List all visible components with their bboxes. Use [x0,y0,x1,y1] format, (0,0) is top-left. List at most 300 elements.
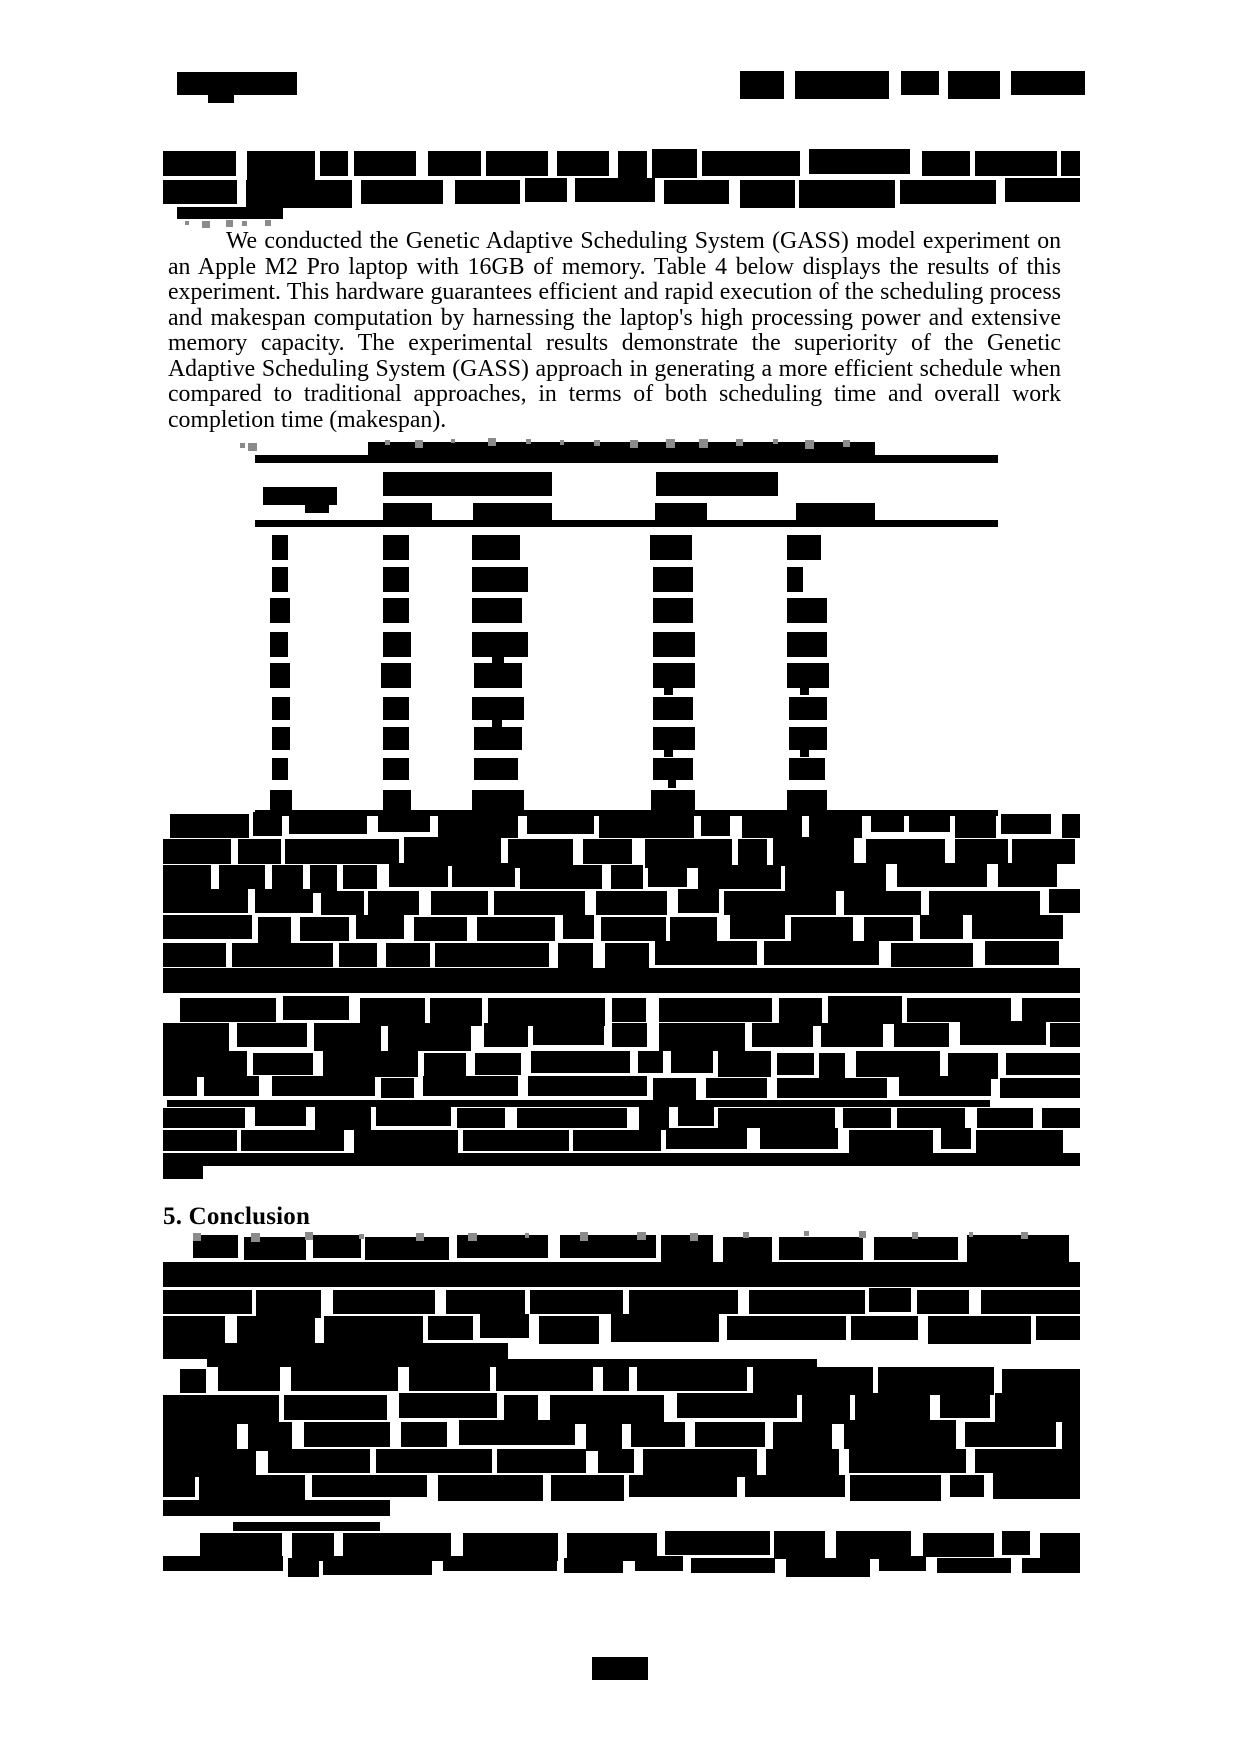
redaction-band [563,915,594,939]
redaction-band [742,814,802,838]
redaction-band [891,943,973,967]
speckle [690,1233,698,1241]
table-header-redaction [263,487,337,505]
table-cell-redaction [383,727,409,750]
redaction-band [1050,1023,1080,1047]
redaction-band [438,814,518,838]
table-cell-redaction [383,535,409,560]
redaction-band [629,1475,738,1497]
redaction-band [779,998,822,1026]
table-cell-redaction [789,727,827,750]
redaction-band [386,943,430,967]
table-header-redaction [655,503,707,520]
redaction-band [612,1023,646,1047]
redaction-band [399,1393,497,1418]
redaction-band [1002,1369,1080,1393]
redaction-band [785,863,886,891]
redaction-band [389,863,448,887]
redaction-band [339,943,377,967]
redaction-band [1036,1316,1080,1340]
redaction-band [272,1076,375,1096]
redaction-band [356,915,403,939]
redaction-band [972,915,1064,939]
redaction-band [361,180,444,204]
redaction-band [455,180,520,204]
redaction-band [937,1558,1011,1573]
redaction-band [520,865,602,889]
redaction-band [484,1023,529,1047]
redaction-band [1012,839,1075,864]
table-cell-redaction [472,598,522,623]
redaction-band [977,1108,1033,1128]
redaction-band [874,1237,958,1260]
redaction-band [323,1556,432,1575]
table-cell-redaction [787,663,829,688]
redaction-band [256,1290,321,1318]
speckle [526,439,532,445]
redaction-band [163,1316,225,1344]
redaction-band [766,1449,839,1477]
table-cell-redaction [383,758,409,780]
table-cell-redaction [381,663,411,688]
table-cell-redaction [383,632,411,657]
redaction-band [428,1316,473,1340]
redaction-band [163,1076,197,1096]
redaction-band [864,917,913,941]
speckle [804,1231,809,1236]
redaction-band [917,1290,968,1314]
redaction-band [163,865,211,889]
redaction-band [163,915,252,939]
redaction-band [564,1558,623,1573]
table-header-redaction [383,472,552,496]
redaction-band [177,72,297,95]
speckle [265,220,271,226]
redaction-band [163,1343,508,1359]
redaction-band [558,943,594,971]
table-cell-redaction [270,663,290,688]
table-cell-redaction [383,697,409,720]
redaction-band [655,941,757,965]
redaction-band [272,865,303,889]
speckle [226,220,233,227]
table-cell-redaction [270,598,290,623]
table-cell-redaction [668,780,676,788]
redaction-band [928,1316,1031,1344]
table-cell-redaction [472,632,528,657]
redaction-band [1022,1558,1080,1573]
speckle [468,1233,476,1241]
redaction-band [1062,814,1080,838]
table-cell-redaction [787,567,803,592]
table-cell-redaction [472,535,520,560]
redaction-band [313,1235,361,1258]
redaction-band [435,943,549,967]
redaction-band [844,891,921,915]
table-cell-redaction [272,567,288,592]
intro-paragraph: We conducted the Genetic Adaptive Scheduling System (GASS) model experiment on an Apple M2 Pro laptop with 16GB of memory. Table 4 below displays the results of this experiment. This hardware guarantees efficient and rapid execution of the scheduling process and makespan computation by harnessing the laptop's high processing power and extensive memory capacity. The experimental results demonstrate the superiority of the Genetic Adaptive Scheduling System (GASS) approach in generating a more efficient schedule when compared to traditional approaches, in terms of both scheduling time and overall work completion time (makespan). [168,228,1061,433]
speckle [912,1232,918,1238]
table-cell-redaction [653,663,695,688]
redaction-band [745,1475,844,1497]
redaction-band [300,917,349,941]
redaction-band [241,1130,344,1151]
redaction-band [652,149,696,178]
redaction-band [170,814,249,838]
redaction-band [177,207,283,219]
redaction-band [605,943,649,971]
redaction-band [431,891,488,915]
redaction-band [764,941,879,965]
speckle [637,1232,646,1241]
redaction-band [573,1130,661,1151]
speckle [560,440,565,445]
redaction-band [557,151,610,176]
table-cell-redaction [787,535,821,560]
redaction-band [920,915,963,939]
redaction-band [976,1130,1063,1155]
redaction-band [324,1316,423,1344]
table-cell-redaction [650,535,692,560]
redaction-band [665,1531,770,1555]
redaction-band [730,915,785,939]
table-cell-redaction [664,749,673,757]
redaction-band [163,1262,1080,1287]
redaction-band [998,863,1056,887]
speckle [251,1233,260,1242]
speckle [969,1232,973,1236]
table-cell-redaction [272,727,290,750]
redaction-band [494,891,586,915]
redaction-band [981,1290,1080,1314]
redaction-band [773,837,854,866]
redaction-band [849,1449,966,1473]
redaction-band [530,1290,623,1314]
conclusion-heading: 5. Conclusion [163,1203,311,1230]
redaction-band [525,178,567,202]
table-header-redaction [305,505,329,513]
redaction-band [691,1558,776,1573]
table-cell-redaction [787,790,827,814]
redaction-band [702,151,800,176]
redaction-band [376,1449,492,1473]
redaction-band [995,1393,1080,1422]
redaction-band [907,998,1011,1022]
redaction-band [878,1367,994,1395]
redaction-band [527,814,593,834]
redaction-band [586,1422,621,1451]
table-cell-redaction [474,758,518,780]
redaction-band [948,71,1000,99]
redaction-band [869,1288,910,1312]
redaction-band [753,1367,873,1395]
redaction-band [238,839,281,864]
redaction-band [163,1051,247,1077]
speckle [736,439,743,446]
redaction-band [653,1078,696,1102]
redaction-band [603,1367,629,1391]
redaction-band [575,178,655,202]
redaction-band [723,1237,772,1264]
redaction-band [163,1449,256,1477]
redaction-band [246,180,352,208]
table-cell-redaction [787,632,827,657]
redaction-band [401,1422,447,1447]
redaction-band [738,839,768,868]
redaction-band [428,151,481,176]
redaction-band [333,1290,435,1314]
redaction-band [779,1237,863,1260]
redaction-band [446,1290,525,1314]
redaction-band [354,1130,458,1155]
redaction-band [508,839,573,868]
table-cell-redaction [787,598,827,623]
redaction-band [477,917,555,941]
redaction-band [237,1023,307,1047]
redaction-band [599,814,695,838]
redaction-band [163,1556,283,1571]
redaction-band [443,1556,557,1571]
redaction-band [539,1316,600,1344]
redaction-band [929,891,1041,915]
redaction-band [773,1422,832,1451]
redaction-band [1011,71,1085,95]
speckle [185,221,190,226]
redaction-band [291,1367,398,1391]
redaction-band [1061,151,1080,176]
redaction-band [463,1130,569,1151]
table-cell-redaction [800,687,809,695]
redaction-band [677,1393,797,1418]
redaction-band [618,151,647,180]
redaction-band [404,837,501,866]
redaction-band [866,839,945,864]
redaction-band [993,1473,1080,1499]
redaction-band [985,941,1059,965]
redaction-band [517,1108,626,1128]
redaction-band [836,1531,911,1559]
redaction-band [253,1053,313,1075]
redaction-band [163,889,248,913]
redaction-band [1040,1533,1080,1561]
redaction-band [320,151,348,176]
table-header-redaction [473,503,552,520]
speckle [525,1233,530,1238]
redaction-band [208,95,234,103]
redaction-band [695,1422,765,1447]
redaction-band [828,996,902,1024]
redaction-band [648,863,687,887]
table-cell-redaction [474,663,522,688]
table-cell-redaction [492,719,502,727]
redaction-band [457,1108,505,1128]
redaction-band [950,1475,984,1497]
redaction-band [809,814,862,838]
table-rule [255,810,998,816]
redaction-band [255,889,312,913]
redaction-band [200,1533,282,1557]
speckle [202,221,209,228]
redaction-band [611,1314,718,1342]
redaction-band [955,839,1008,864]
redaction-band [659,1023,746,1051]
table-cell-redaction [653,598,693,623]
table-cell-redaction [474,727,522,750]
redaction-band [312,1475,427,1497]
table-rule [255,455,998,463]
redaction-band [786,1558,870,1577]
redaction-band [635,1556,683,1571]
redaction-band [258,917,291,945]
redaction-band [218,1367,280,1391]
redaction-band [528,1076,647,1096]
redaction-band [855,1393,930,1422]
redaction-band [777,1053,814,1075]
table-cell-redaction [653,567,693,592]
redaction-band [497,1449,587,1473]
table-cell-redaction [270,790,292,814]
speckle [630,440,638,448]
redaction-band [360,998,425,1026]
redaction-band [204,1076,260,1096]
redaction-band [368,891,419,915]
table-cell-redaction [789,697,827,720]
redaction-band [900,180,996,204]
redaction-band [897,863,988,887]
redaction-band [612,998,647,1022]
redaction-band [894,1023,949,1047]
redaction-band [531,1051,630,1073]
redaction-band [718,1051,771,1077]
table-cell-redaction [653,632,695,657]
table-cell-redaction [272,697,290,720]
redaction-band [414,917,467,941]
redaction-band [856,1051,940,1077]
redaction-band [496,1367,594,1391]
redaction-band [1000,1078,1080,1098]
redaction-band [409,1367,489,1391]
table-header-redaction [383,503,432,520]
redaction-band [596,891,667,915]
table-cell-redaction [653,727,695,750]
redaction-band [354,151,416,176]
redaction-band [163,1422,237,1451]
redaction-band [819,1053,844,1079]
speckle [805,440,814,449]
speckle [359,1234,364,1239]
redaction-band [248,1422,292,1451]
redaction-band [237,1316,315,1344]
redaction-band [664,180,729,204]
redaction-band [219,865,265,889]
table-cell-redaction [270,632,288,657]
redaction-band [718,1108,835,1128]
redaction-band [284,1395,386,1420]
table-cell-redaction [664,687,673,695]
redaction-band [901,71,938,95]
redaction-band [849,1130,934,1155]
redaction-band [955,814,996,838]
speckle [843,440,849,446]
redaction-band [760,1128,838,1149]
redaction-band [480,1314,530,1338]
table-rule [255,520,998,527]
redaction-band [1001,814,1051,834]
redaction-band [601,917,666,941]
redaction-band [661,1235,713,1262]
redaction-band [774,1531,824,1559]
redaction-band [844,1420,956,1449]
redaction-band [879,1556,926,1571]
redaction-band [960,1021,1046,1045]
redaction-band [475,1053,521,1075]
redaction-band [727,1316,846,1340]
redaction-band [207,1359,817,1367]
speckle [594,440,600,446]
redaction-band [639,1106,669,1130]
redaction-band [1042,1108,1080,1128]
redaction-band [163,151,236,176]
speckle [451,439,455,443]
redaction-band [452,863,515,887]
redaction-band [611,865,642,889]
redaction-band [268,1449,371,1473]
redaction-band [438,1475,543,1501]
redaction-band [724,891,836,915]
speckle [1021,1232,1029,1240]
redaction-band [659,998,772,1022]
speckle [385,440,390,445]
redaction-band [777,1078,887,1098]
speckle [240,443,245,448]
redaction-band [163,1395,279,1424]
redaction-band [1022,998,1080,1022]
redaction-band [163,1023,229,1051]
redaction-band [1049,889,1080,913]
redaction-band [799,180,894,208]
redaction-band [163,1500,390,1516]
speckle [666,439,675,448]
redaction-band [1062,1422,1080,1451]
redaction-band [802,1395,851,1424]
table-header-redaction [796,503,875,520]
redaction-band [975,151,1057,176]
redaction-band [975,1449,1080,1473]
redaction-band [897,1108,966,1128]
redaction-band [423,1076,518,1096]
redaction-band [631,1422,685,1447]
redaction-band [180,998,276,1022]
speckle [242,221,246,225]
redaction-band [255,1106,306,1126]
redaction-band [163,1108,245,1128]
redaction-band [795,71,889,99]
redaction-band [851,1316,918,1340]
redaction-band [163,1475,195,1497]
redaction-band [365,1237,448,1260]
table-cell-redaction [653,758,693,780]
redaction-band [323,1051,419,1077]
speckle [193,1233,200,1240]
redaction-band [706,1078,766,1098]
table-cell-redaction [472,790,524,814]
speckle [415,440,422,447]
redaction-band [967,1235,1070,1262]
redaction-band [922,151,970,176]
table-cell-redaction [472,567,528,592]
redaction-band [740,180,795,208]
redaction-band [583,839,632,864]
